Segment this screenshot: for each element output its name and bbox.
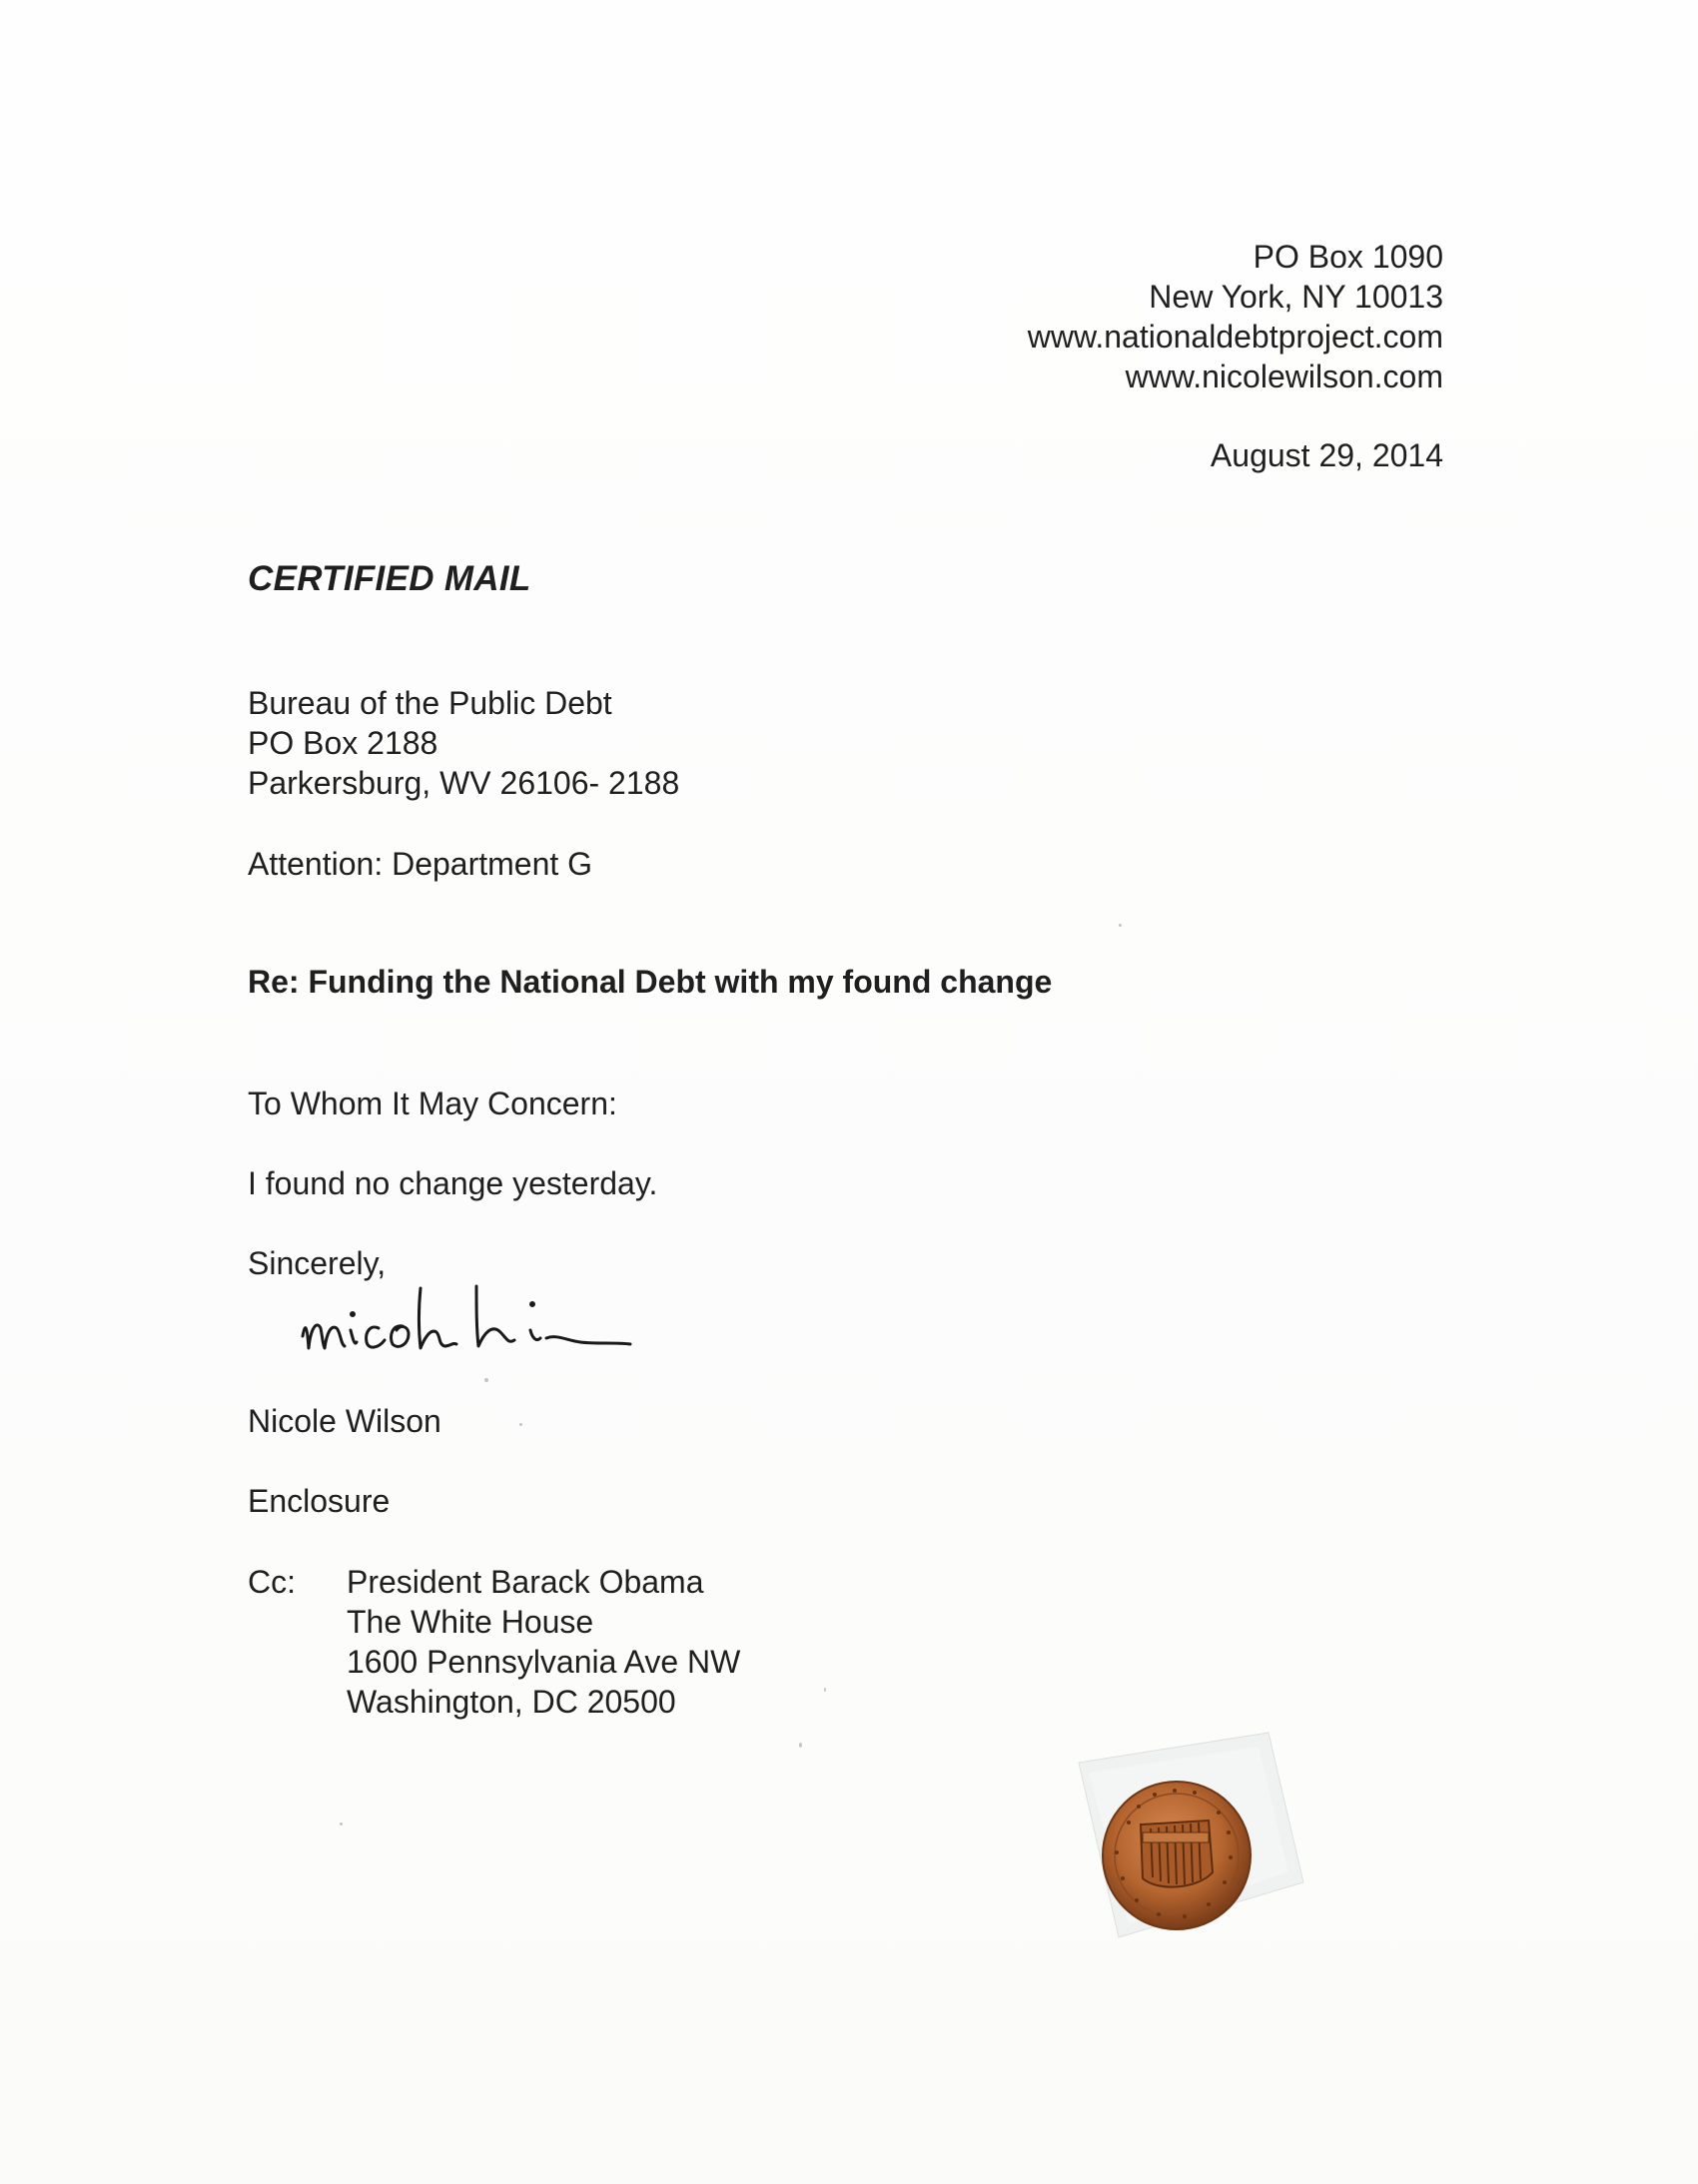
certified-mail-heading: CERTIFIED MAIL	[248, 559, 531, 598]
scan-speck	[340, 1822, 343, 1825]
scan-speck	[799, 1743, 802, 1748]
cc-line: Washington, DC 20500	[347, 1684, 676, 1720]
cc-address	[347, 1562, 740, 1722]
recipient-address	[248, 683, 679, 803]
recipient-line: Parkersburg, WV 26106- 2188	[248, 765, 680, 801]
sender-website-line: www.nationaldebtproject.com	[1027, 319, 1443, 355]
salutation: To Whom It May Concern:	[248, 1086, 617, 1121]
attention-line: Attention: Department G	[248, 846, 593, 882]
enclosure-label: Enclosure	[248, 1483, 391, 1519]
recipient-line: Bureau of the Public Debt	[248, 685, 612, 721]
sender-address-line: New York, NY 10013	[1149, 279, 1443, 315]
scan-speck	[1119, 924, 1122, 927]
closing: Sincerely,	[248, 1245, 387, 1281]
scan-speck	[824, 1688, 826, 1692]
cc-label: Cc:	[248, 1564, 296, 1600]
scan-speck	[484, 1378, 488, 1382]
recipient-line: PO Box 2188	[248, 725, 438, 761]
subject-line: Re: Funding the National Debt with my found change	[248, 964, 1053, 1000]
letter-date: August 29, 2014	[1210, 437, 1443, 473]
scan-speck	[519, 1423, 522, 1426]
cc-line: President Barack Obama	[347, 1564, 704, 1600]
penny-coin-icon	[1059, 1713, 1318, 1952]
sender-address	[1028, 237, 1443, 396]
signer-name: Nicole Wilson	[248, 1403, 441, 1439]
signature-image	[295, 1258, 674, 1378]
body-text: I found no change yesterday.	[248, 1165, 658, 1201]
cc-line: 1600 Pennsylvania Ave NW	[347, 1644, 741, 1680]
sender-address-line: PO Box 1090	[1253, 239, 1443, 275]
sender-website-line: www.nicolewilson.com	[1125, 359, 1443, 394]
cc-line: The White House	[347, 1604, 594, 1640]
